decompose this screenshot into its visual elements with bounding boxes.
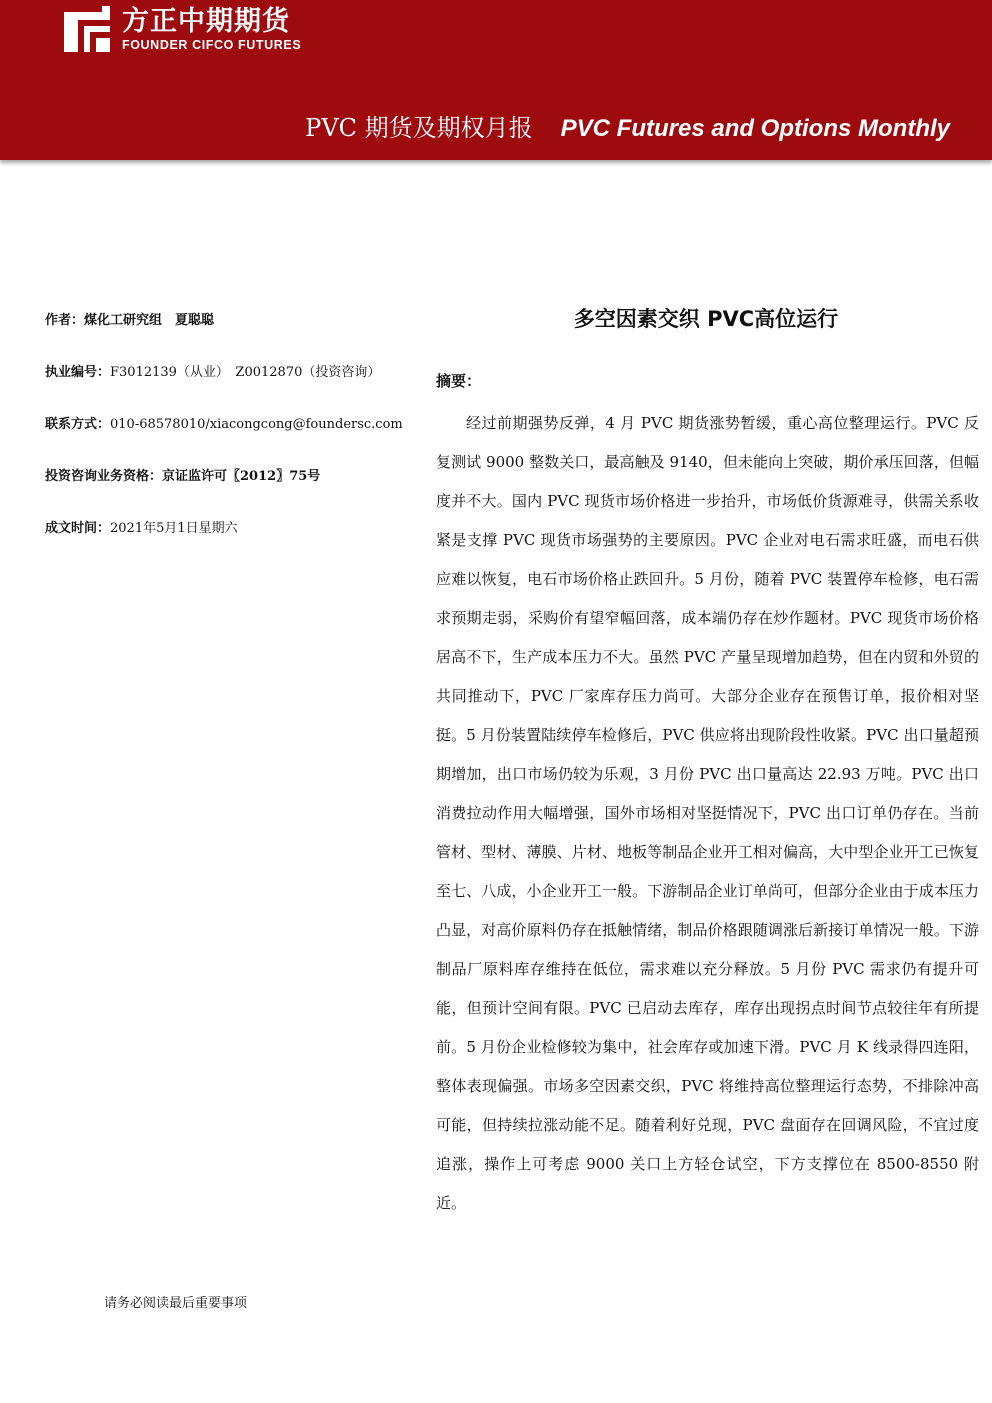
abstract-label: 摘要： <box>436 372 482 390</box>
date-value: 2021年5月1日星期六 <box>110 521 238 536</box>
disclaimer-note: 请务必阅读最后重要事项 <box>104 1296 248 1311</box>
qualification-row <box>45 465 425 517</box>
qualification-value: 京证监许可〖2012〗75号 <box>162 469 321 484</box>
abstract-body: 经过前期强势反弹，4 月 PVC 期货涨势暂缓，重心高位整理运行。PVC 反复测试 9000 整数关口，最高触及 9140，但未能向上突破，期价承压回落，但幅度并不大。国内 PVC 现货市场价格进一步抬升，市场低价货源难寻，供需关系收紧是支撑 PVC 现货市场强势的主要原因。PVC 企业对电石需求旺盛，而电石供应难以恢复，电石市场价格止跌回升。5 月份，随着 PVC 装置停车检修，电石需求预期走弱，采购价有望窄幅回落，成本端仍存在炒作题材。PVC 现货市场价格居高不下，生产成本压力不大。虽然 PVC 产量呈现增加趋势，但在内贸和外贸的共同推动下，PVC 厂家库存压力尚可。大部分企业存在预售订单，报价相对坚挺。5 月份装置陆续停车检修后，PVC 供应将出现阶段性收紧。PVC 出口量超预期增加，出口市场仍较为乐观，3 月份 PVC 出口量高达 22.93 万吨。PVC 出口消费拉动作用大幅增强，国外市场相对坚挺情况下，PVC 出口订单仍存在。当前管材、型材、薄膜、片材、地板等制品企业开工相对偏高，大中型企业开工已恢复至七、八成，小企业开工一般。下游制品企业订单尚可，但部分企业由于成本压力凸显，对高价原料仍存在抵触情绪，制品价格跟随调涨后新接订单情况一般。下游制品厂原料库存维持在低位，需求难以充分释放。5 月份 PVC 需求仍有提升可能，但预计空间有限。PVC 已启动去库存，库存出现拐点时间节点较往年有所提前。5 月份企业检修较为集中，社会库存或加速下滑。PVC 月 K 线录得四连阳，整体表现偏强。市场多空因素交织，PVC 将维持高位整理运行态势，不排除冲高可能，但持续拉涨动能不足。随着利好兑现，PVC 盘面存在回调风险，不宜过度追涨，操作上可考虑 9000 关口上方轻仓试空，下方支撑位在 8500-8550 附近。 <box>436 414 979 1212</box>
article-headline: 多空因素交织 PVC高位运行 <box>573 307 839 331</box>
author-row <box>45 309 425 361</box>
license-row <box>45 361 425 413</box>
company-logo[interactable] <box>62 4 301 54</box>
header-banner <box>0 0 992 160</box>
logo-chinese-name: 方正中期期货 <box>122 6 290 37</box>
report-title-chinese: PVC 期货及期权月报 <box>305 114 533 142</box>
report-title <box>305 108 950 143</box>
qualification-label: 投资咨询业务资格： <box>45 469 163 484</box>
date-row <box>45 517 425 569</box>
license-value: F3012139（从业） Z0012870（投资咨询） <box>110 365 381 380</box>
license-label: 执业编号： <box>45 365 111 380</box>
logo-english-name: FOUNDER CIFCO FUTURES <box>122 38 302 52</box>
report-title-english: PVC Futures and Options Monthly <box>560 115 950 142</box>
contact-value[interactable]: 010-68578010/xiacongcong@foundersc.com <box>110 417 403 432</box>
contact-label: 联系方式： <box>45 417 111 432</box>
contact-row <box>45 413 425 465</box>
date-label: 成文时间： <box>45 521 111 536</box>
author-label: 作者： <box>45 313 85 328</box>
author-value: 煤化工研究组 夏聪聪 <box>84 313 215 328</box>
author-info <box>45 309 425 569</box>
founder-logo-icon <box>62 4 112 54</box>
